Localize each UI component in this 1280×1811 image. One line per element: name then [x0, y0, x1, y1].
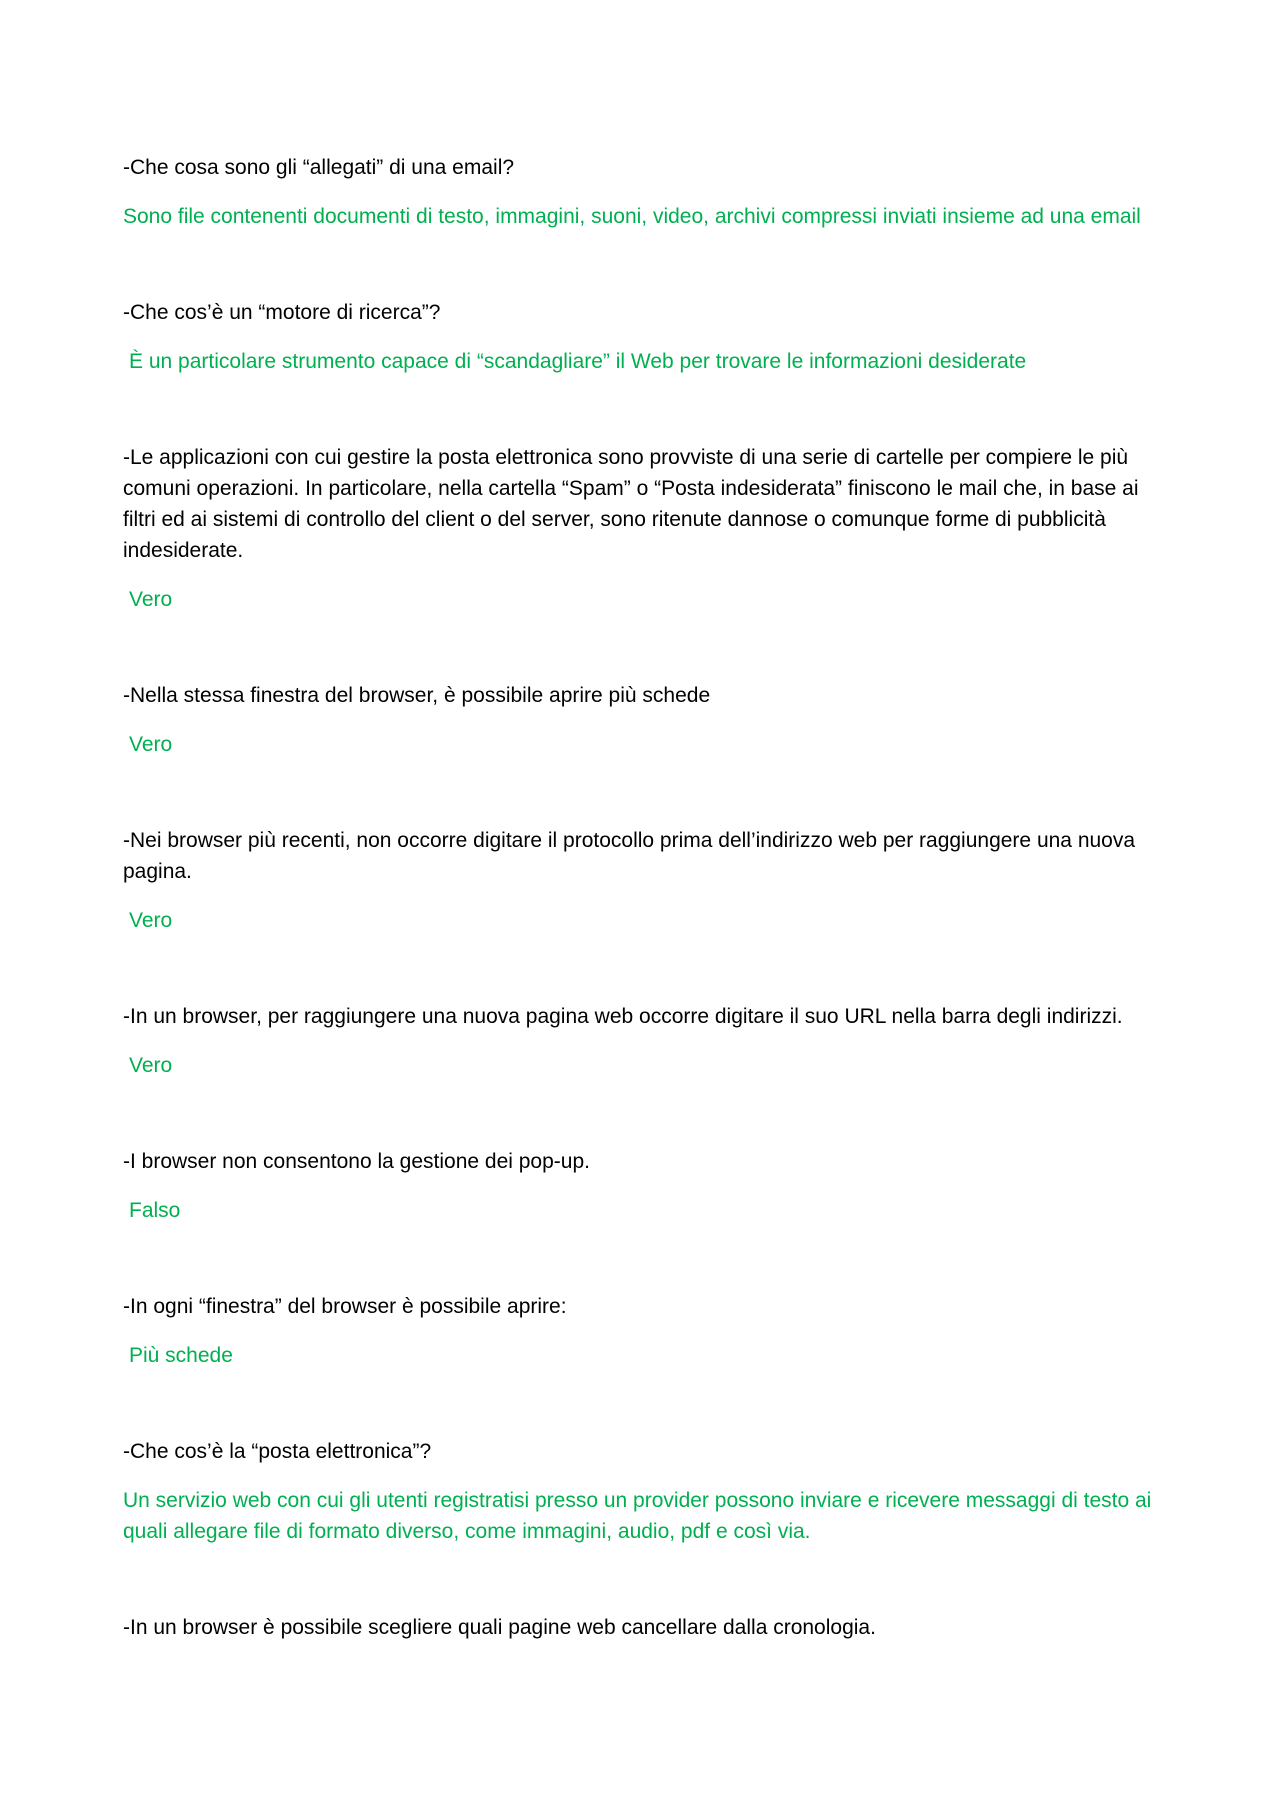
question-text: -Nella stessa finestra del browser, è possibile aprire più schede — [123, 684, 711, 707]
question-text: -Le applicazioni con cui gestire la posta elettronica sono provviste di una serie di cartelle per compiere le più comuni operazioni. In particolare, nella cartella “Spam” o “Posta indesiderata” finiscono le mail che, in base ai filtri ed ai sistemi di controllo del client o del server, sono ritenute dannose o comunque forme di pubblicità indesiderate. — [123, 446, 1139, 562]
qa-item — [123, 297, 1168, 377]
answer-text: Più schede — [129, 1344, 233, 1367]
answer-text: Un servizio web con cui gli utenti registratisi presso un provider possono inviare e ricevere messaggi di testo ai quali allegare file di formato diverso, come immagini, audio, pdf e così via. — [123, 1489, 1152, 1543]
answer-text: È un particolare strumento capace di “scandagliare” il Web per trovare le informazioni desiderate — [129, 350, 1027, 373]
qa-item — [123, 825, 1168, 936]
question-text: -In ogni “finestra” del browser è possibile aprire: — [123, 1295, 567, 1318]
answer-text: Falso — [129, 1199, 181, 1222]
answer-text: Sono file contenenti documenti di testo, immagini, suoni, video, archivi compressi inviati insieme ad una email — [123, 205, 1141, 228]
answer-text: Vero — [129, 909, 173, 932]
question-text: -Che cosa sono gli “allegati” di una email? — [123, 156, 515, 179]
qa-item — [123, 1612, 1168, 1643]
qa-item — [123, 680, 1168, 760]
qa-item — [123, 1146, 1168, 1226]
document-body — [123, 152, 1168, 1661]
question-text: -I browser non consentono la gestione dei pop-up. — [123, 1150, 590, 1173]
qa-item — [123, 1291, 1168, 1371]
question-text: -In un browser, per raggiungere una nuova pagina web occorre digitare il suo URL nella barra degli indirizzi. — [123, 1005, 1123, 1028]
qa-item — [123, 1001, 1168, 1081]
question-text: -In un browser è possibile scegliere quali pagine web cancellare dalla cronologia. — [123, 1616, 876, 1639]
question-text: -Che cos’è la “posta elettronica”? — [123, 1440, 432, 1463]
qa-item — [123, 442, 1168, 615]
qa-item — [123, 152, 1168, 232]
question-text: -Nei browser più recenti, non occorre digitare il protocollo prima dell’indirizzo web per raggiungere una nuova pagina. — [123, 829, 1136, 883]
question-text: -Che cos’è un “motore di ricerca”? — [123, 301, 441, 324]
answer-text: Vero — [129, 588, 173, 611]
answer-text: Vero — [129, 1054, 173, 1077]
qa-item — [123, 1436, 1168, 1547]
answer-text: Vero — [129, 733, 173, 756]
